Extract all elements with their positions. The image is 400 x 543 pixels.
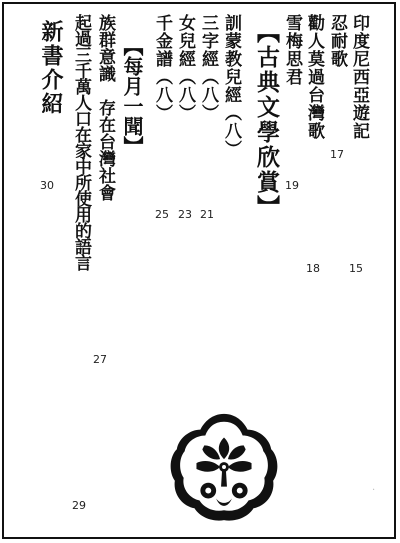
toc-item-quanren[interactable]: 勸人莫過台灣歌	[304, 14, 324, 140]
toc-item-xuemei[interactable]: 雪梅思君	[282, 14, 302, 86]
page-number-nuer: 23	[178, 208, 192, 221]
page-number-xinshu: 30	[40, 179, 54, 192]
page-number-qiguo: 29	[72, 499, 86, 512]
page-number-sanzi: 21	[200, 208, 214, 221]
page-number-zuqun: 27	[93, 353, 107, 366]
toc-item-xinshu[interactable]: 新書介紹	[38, 20, 64, 116]
toc-item-zuqun[interactable]: 族群意識 存在台灣社會	[95, 14, 115, 201]
page-number-yindu: 15	[349, 262, 363, 275]
section-heading-monthly: 【每月一聞】	[120, 36, 144, 156]
page-number-xuemei: 19	[285, 179, 299, 192]
toc-item-qianjin[interactable]: 千金譜（八）	[152, 14, 172, 122]
toc-item-yindu[interactable]: 印度尼西亞遊記	[349, 14, 369, 140]
toc-item-nuer[interactable]: 女兒經（八）	[175, 14, 195, 122]
toc-item-qiguo[interactable]: 起過三千萬人口在家中所使用的語言	[71, 14, 91, 270]
toc-item-rennai[interactable]: 忍耐歌	[327, 14, 347, 68]
floral-crest-icon	[165, 408, 283, 526]
section-heading-classical: 【古典文學欣賞】	[253, 20, 280, 220]
page-number-quanren: 18	[306, 262, 320, 275]
toc-item-xunmeng[interactable]: 訓蒙教兒經（八）	[221, 14, 241, 158]
page-number-qianjin: 25	[155, 208, 169, 221]
toc-item-sanzi[interactable]: 三字經（八）	[198, 14, 218, 122]
page-mark: .	[372, 482, 376, 493]
page-number-rennai: 17	[330, 148, 344, 161]
